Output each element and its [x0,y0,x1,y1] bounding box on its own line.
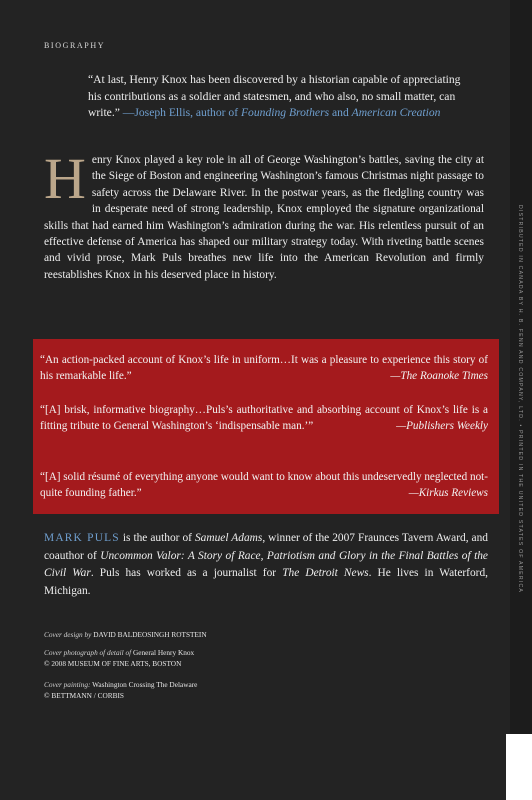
review-3-source: —Kirkus Reviews [408,487,488,499]
author-bio-text-3: . Puls has worked as a journalist for [90,567,283,579]
credit-photo-value: General Henry Knox [132,648,195,657]
barcode-area [506,734,532,800]
review-3 [40,469,488,501]
category-label: BIOGRAPHY [44,41,106,50]
author-name: MARK PULS [44,532,120,544]
author-newspaper: The Detroit News [282,567,369,579]
credit-design-value: DAVID BALDEOSINGH ROTSTEIN [93,630,207,639]
author-bio [44,530,488,600]
credit-painting-copyright: © BETTMANN / CORBIS [44,690,124,700]
top-quote-text: “At last, Henry Knox has been discovered by a historian capable of appreciating his contributions as a soldier and statesmen, and who also, no small matter, can write.” [88,73,461,119]
credit-photo [44,648,194,669]
author-bio-text-4: . He lives in Waterford, Michigan. [44,567,488,597]
drop-cap: H [44,146,86,211]
review-2-text: “[A] brisk, informative biography…Puls’s authoritative and absorbing account of Knox’s life is a fitting tribute to General Washington’s ‘indispensable man.’” [40,404,488,432]
credit-design [44,630,207,641]
top-quote [88,72,468,122]
review-1-source: —The Roanoke Times [390,370,488,382]
credit-design-label: Cover design by [44,630,92,639]
author-book-2: Uncommon Valor: A Story of Race, Patriotism and Glory in the Final Battles of the Civil War [44,549,488,579]
review-1 [40,352,488,384]
top-quote-attribution [123,106,441,119]
author-book-1: Samuel Adams [194,532,263,544]
credit-painting-value: Washington Crossing The Delaware [92,680,198,689]
review-2 [40,402,488,434]
book-description [44,146,484,283]
top-quote-author: —Joseph Ellis, author of [122,106,239,119]
credit-photo-copyright: © 2008 MUSEUM OF FINE ARTS, BOSTON [44,658,182,668]
review-3-text: “[A] solid résumé of everything anyone would want to know about this undeservedly neglected not-quite founding father.” [40,471,489,499]
review-1-text: “An action-packed account of Knox’s life in uniform…It was a pleasure to experience this story of his remarkable life.” [40,354,488,382]
credit-painting-label: Cover painting: [44,680,91,689]
top-quote-book-1: Founding Brothers [240,106,330,119]
description-text: enry Knox played a key role in all of George Washington’s battles, saving the city at the Siege of Boston and engineering Washington’s famous Christmas night passage to safety across the Delaware River. In the postwar years, as the fledgling country was in desperate need of strong leadership, Knox employed the signature organizational skills that had earned him Washington’s admiration during the war. His relentless pursuit of an effective defense of America has shaped our military strategy today. With riveting battle scenes and vivid prose, Mark Puls breathes new life into the American Revolution and firmly reestablishes Knox in his deserved place in history. [44,154,484,281]
credit-painting [44,680,197,701]
review-2-source: —Publishers Weekly [396,420,488,432]
top-quote-conj: and [332,106,349,119]
author-bio-text-1: is the author of [119,532,195,544]
top-quote-book-2: American Creation [351,106,441,119]
credit-photo-label: Cover photograph of detail of [44,648,132,657]
distribution-notice: DISTRIBUTED IN CANADA BY H. B. FENN AND COMPANY, LTD. • PRINTED IN THE UNITED STATES OF AMERICA [517,205,523,594]
author-bio-text-2: , winner of the 2007 Fraunces Tavern Award, and coauthor of [44,532,488,562]
